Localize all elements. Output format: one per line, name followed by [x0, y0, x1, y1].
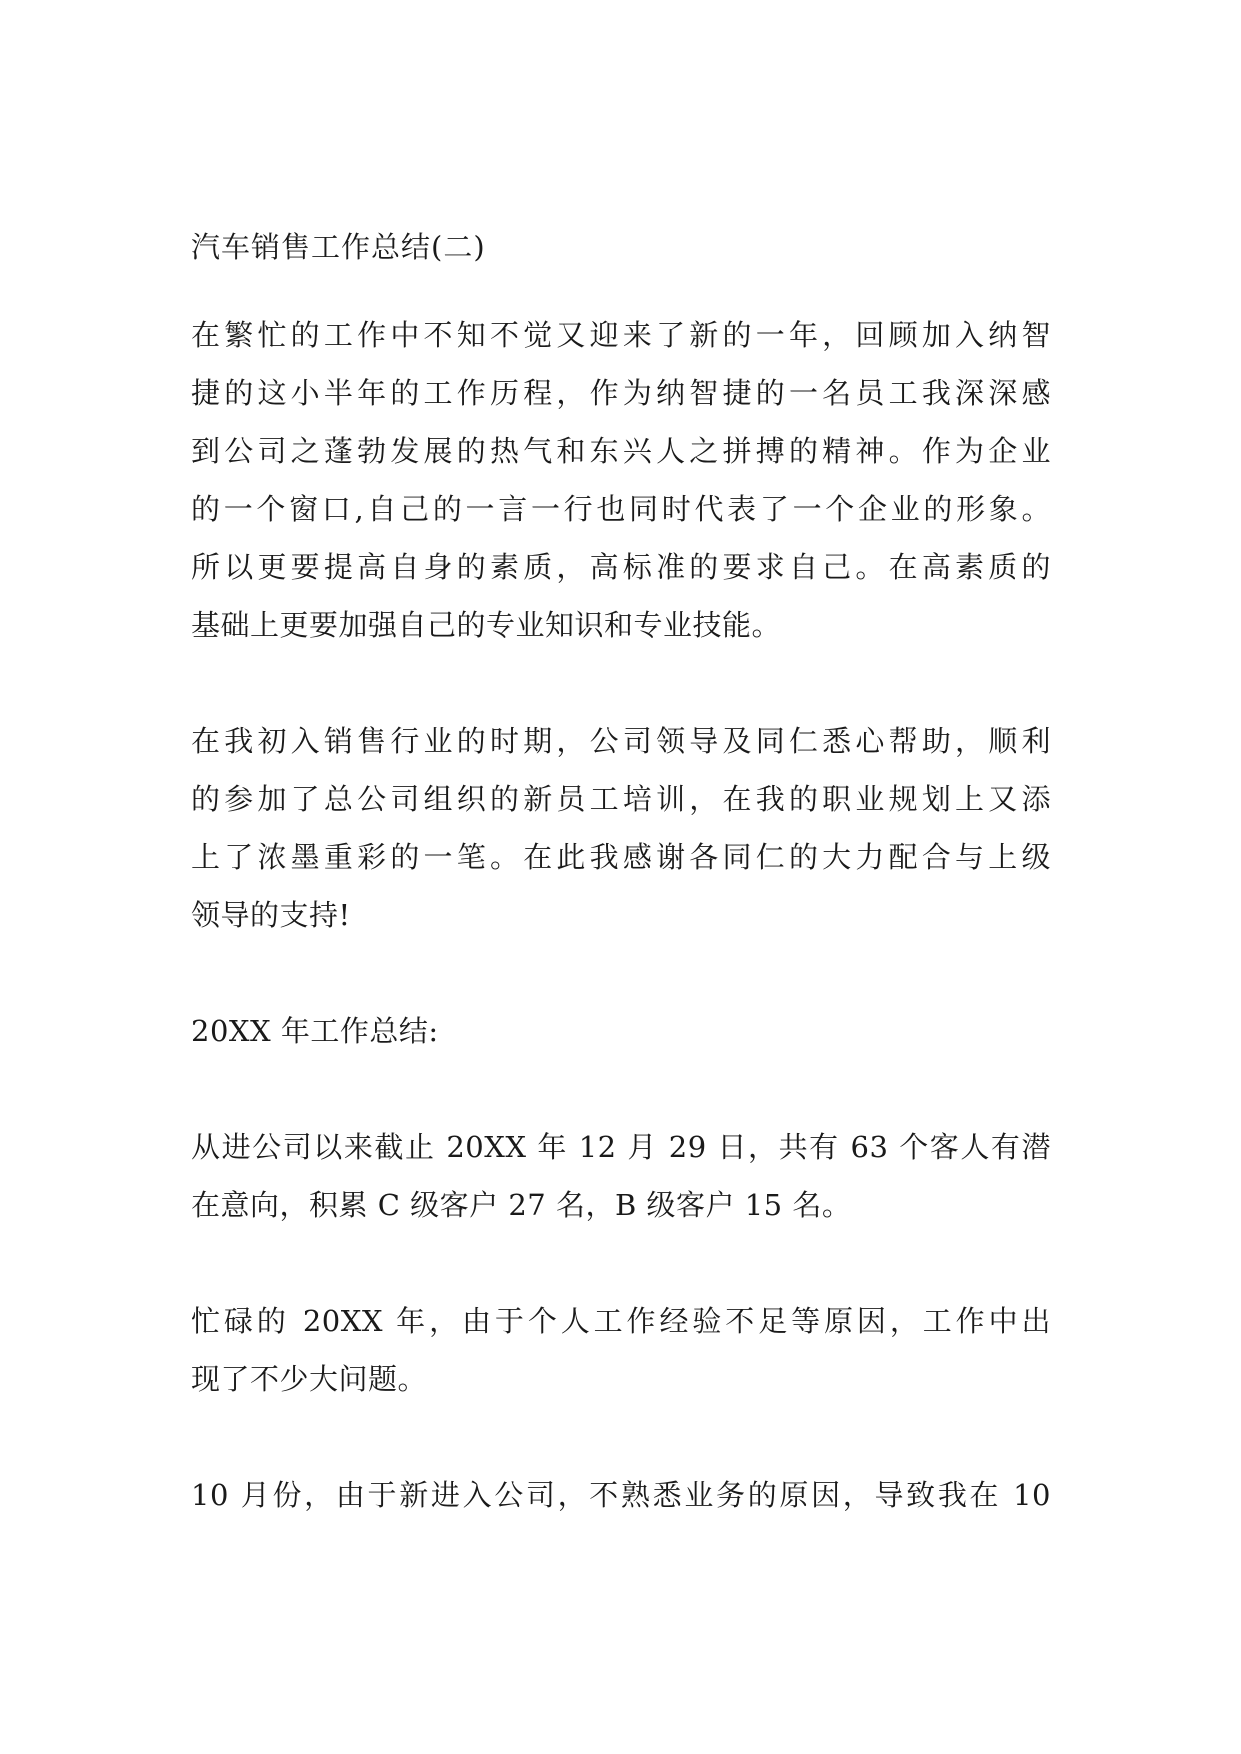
document-title: 汽车销售工作总结(二)	[191, 230, 486, 264]
paragraph-line: 在意向，积累 C 级客户 27 名，B 级客户 15 名。	[191, 1188, 852, 1222]
paragraph-line: 捷的这小半年的工作历程，作为纳智捷的一名员工我深深感	[191, 376, 1051, 410]
paragraph-line: 在我初入销售行业的时期，公司领导及同仁悉心帮助，顺利	[191, 724, 1051, 758]
document-body	[191, 218, 1051, 1582]
paragraph-line: 的一个窗口,自己的一言一行也同时代表了一个企业的形象。	[191, 492, 1051, 526]
paragraph-line: 上了浓墨重彩的一笔。在此我感谢各同仁的大力配合与上级	[191, 840, 1051, 874]
paragraph-october	[191, 1466, 1051, 1524]
paragraph-line: 基础上更要加强自己的专业知识和专业技能。	[191, 608, 782, 642]
paragraph-problems	[191, 1292, 1051, 1408]
paragraph-line: 10 月份，由于新进入公司，不熟悉业务的原因，导致我在 10	[191, 1478, 1051, 1512]
paragraph-training	[191, 712, 1051, 944]
paragraph-line: 到公司之蓬勃发展的热气和东兴人之拼搏的精神。作为企业	[191, 434, 1051, 468]
paragraph-summary-heading	[191, 1002, 1051, 1060]
paragraph-line: 所以更要提高自身的素质，高标准的要求自己。在高素质的	[191, 550, 1051, 584]
paragraph-customers	[191, 1118, 1051, 1234]
paragraph-line: 的参加了总公司组织的新员工培训，在我的职业规划上又添	[191, 782, 1051, 816]
paragraph-line: 从进公司以来截止 20XX 年 12 月 29 日，共有 63 个客人有潜	[191, 1130, 1051, 1164]
paragraph-line: 领导的支持!	[191, 898, 351, 932]
paragraph-line: 在繁忙的工作中不知不觉又迎来了新的一年，回顾加入纳智	[191, 318, 1051, 352]
section-heading: 20XX 年工作总结:	[191, 1014, 439, 1048]
paragraph-line: 忙碌的 20XX 年，由于个人工作经验不足等原因，工作中出	[191, 1304, 1051, 1338]
paragraph-intro	[191, 306, 1051, 654]
paragraph-line: 现了不少大问题。	[191, 1362, 428, 1396]
